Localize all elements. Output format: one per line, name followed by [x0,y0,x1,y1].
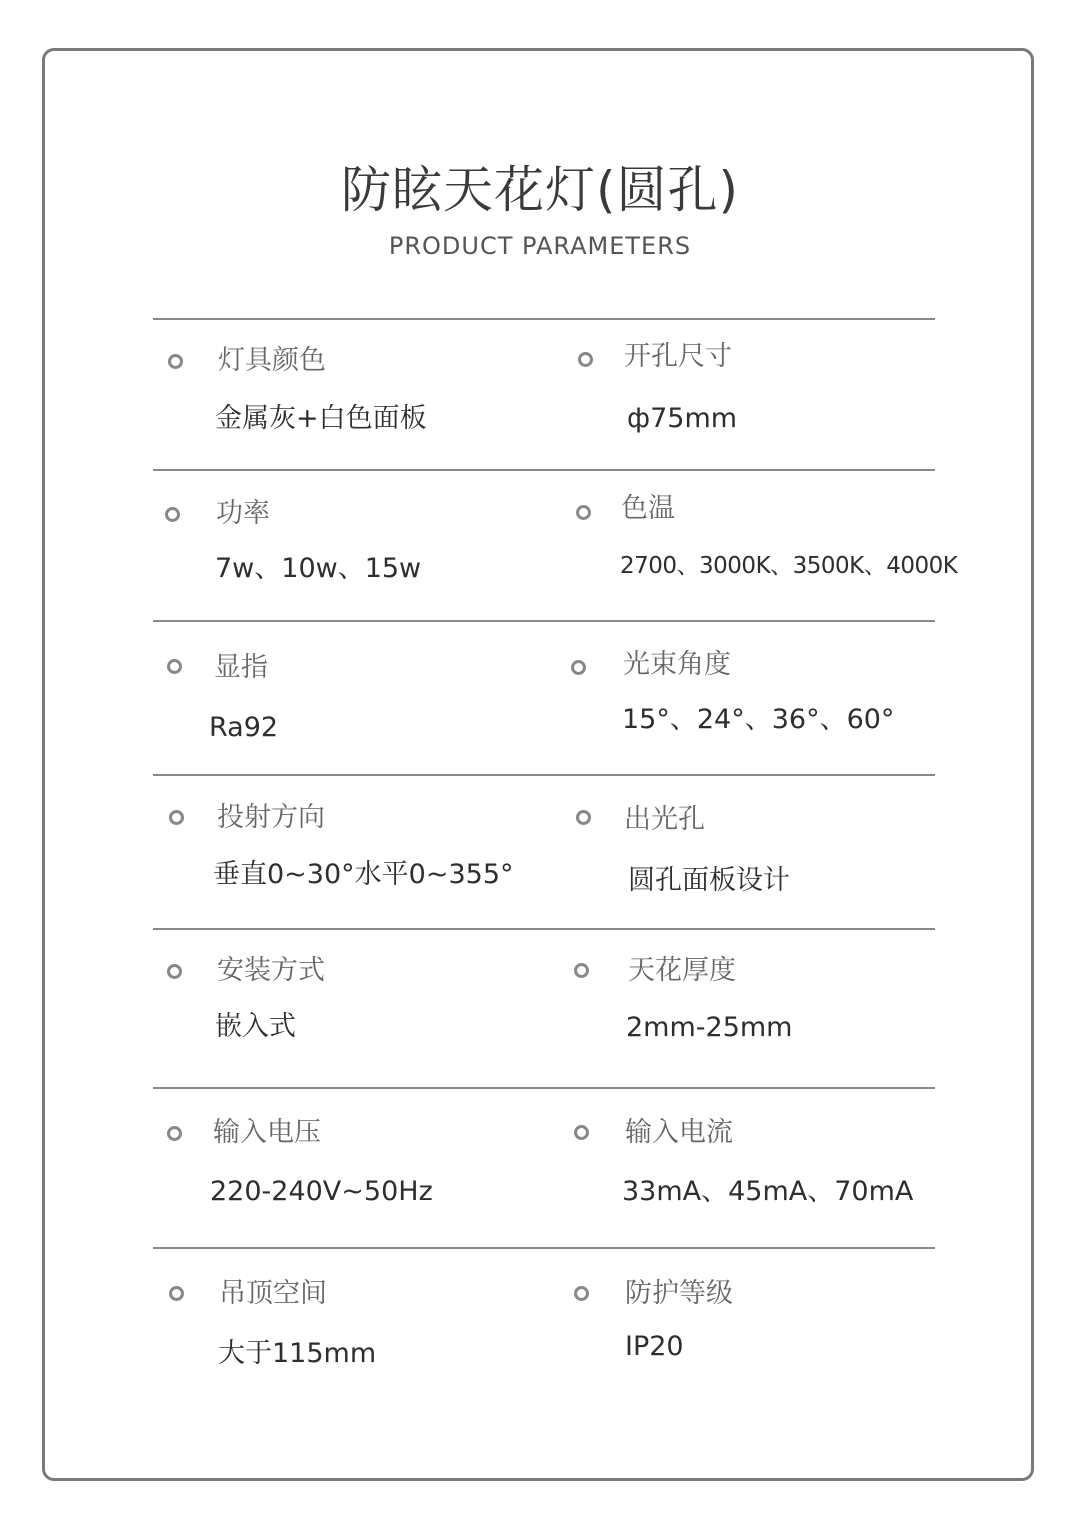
param-value-cri: Ra92 [209,712,279,743]
bullet-icon [574,1286,589,1301]
param-label-color-temp: 色温 [621,493,675,524]
param-label-ceiling-space: 吊顶空间 [219,1278,327,1309]
param-label-beam-angle: 光束角度 [623,649,731,680]
param-value-installation: 嵌入式 [215,1011,296,1042]
param-value-protection-grade: IP20 [625,1331,684,1362]
page-subtitle: PRODUCT PARAMETERS [388,232,692,260]
param-value-lamp-color: 金属灰+白色面板 [215,403,427,434]
bullet-icon [167,1126,182,1141]
param-value-projection: 垂直0~30°水平0~355° [213,859,514,890]
divider [153,620,935,622]
param-label-lamp-color: 灯具颜色 [218,345,326,376]
divider [153,1087,935,1089]
bullet-icon [574,1125,589,1140]
param-value-power: 7w、10w、15w [215,553,422,584]
bullet-icon [574,963,589,978]
bullet-icon [578,352,593,367]
bullet-icon [169,810,184,825]
param-value-input-current: 33mA、45mA、70mA [622,1176,914,1207]
param-label-projection: 投射方向 [217,802,325,833]
param-value-ceiling-thickness: 2mm-25mm [626,1012,793,1043]
param-label-cri: 显指 [214,652,268,683]
bullet-icon [165,507,180,522]
param-value-light-outlet: 圆孔面板设计 [628,865,790,896]
param-label-power: 功率 [216,498,270,529]
bullet-icon [167,659,182,674]
param-label-input-current: 输入电流 [625,1117,733,1148]
divider [153,928,935,930]
bullet-icon [571,660,586,675]
param-label-input-voltage: 输入电压 [213,1117,321,1148]
divider [153,774,935,776]
bullet-icon [167,964,182,979]
param-label-installation: 安装方式 [217,955,325,986]
param-value-beam-angle: 15°、24°、36°、60° [622,704,895,735]
param-value-color-temp: 2700、3000K、3500K、4000K [620,553,958,579]
param-label-cutout-size: 开孔尺寸 [624,341,732,372]
param-label-light-outlet: 出光孔 [624,804,705,835]
page-title: 防眩天花灯(圆孔) [340,161,739,219]
divider [153,1247,935,1249]
bullet-icon [169,1286,184,1301]
bullet-icon [168,354,183,369]
bullet-icon [576,810,591,825]
divider [153,469,935,471]
param-value-ceiling-space: 大于115mm [218,1338,377,1369]
bullet-icon [576,505,591,520]
divider [153,318,935,320]
param-label-ceiling-thickness: 天花厚度 [628,955,736,986]
param-value-input-voltage: 220-240V~50Hz [210,1176,433,1207]
card-frame [42,48,1034,1481]
param-label-protection-grade: 防护等级 [625,1278,733,1309]
param-value-cutout-size: ф75mm [627,403,738,434]
